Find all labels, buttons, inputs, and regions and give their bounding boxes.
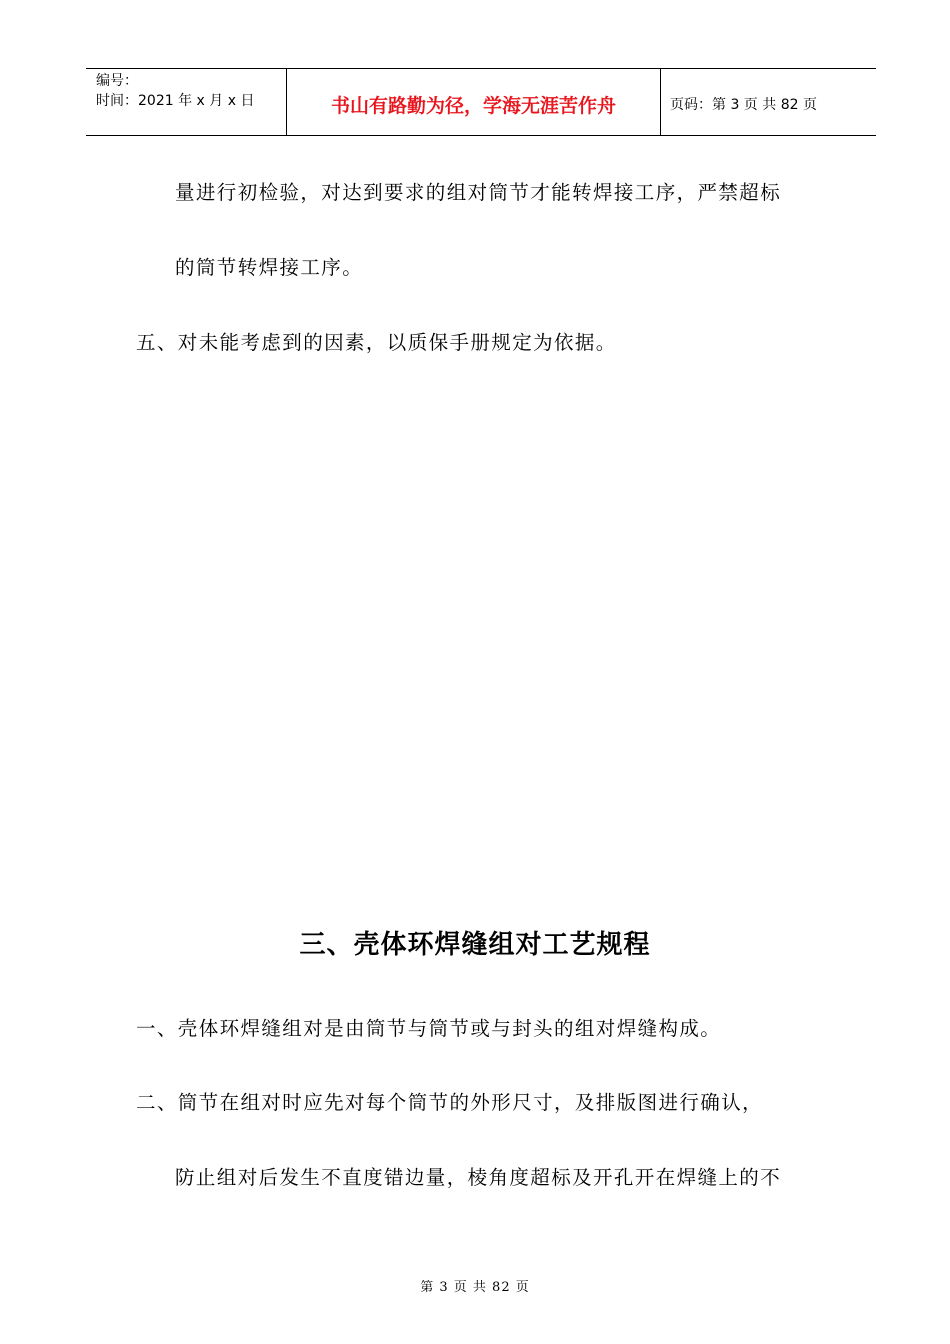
document-number-label: 编号：: [96, 73, 138, 89]
paragraph-line: 量进行初检验，对达到要求的组对筒节才能转焊接工序，严禁超标: [175, 181, 782, 204]
paragraph-line: 二、筒节在组对时应先对每个筒节的外形尺寸，及排版图进行确认，: [136, 1091, 764, 1114]
header-meta: [86, 69, 287, 135]
header-motto: 书山有路勤为径，学海无涯苦作舟: [287, 69, 661, 135]
paragraph-line: 防止组对后发生不直度错边量，棱角度超标及开孔开在焊缝上的不: [175, 1166, 782, 1189]
section-title: 三、壳体环焊缝组对工艺规程: [299, 930, 651, 960]
document-time: 时间：2021 年 x 月 x 日: [96, 93, 255, 109]
header-page-info: 页码：第 3 页 共 82 页: [670, 97, 817, 113]
page-header: [86, 68, 876, 136]
paragraph-line: 一、壳体环焊缝组对是由筒节与筒节或与封头的组对焊缝构成。: [136, 1017, 722, 1040]
paragraph-line: 的筒节转焊接工序。: [175, 256, 364, 279]
page-footer: 第 3 页 共 82 页: [420, 1280, 530, 1295]
paragraph-line: 五、对未能考虑到的因素，以质保手册规定为依据。: [136, 331, 617, 354]
